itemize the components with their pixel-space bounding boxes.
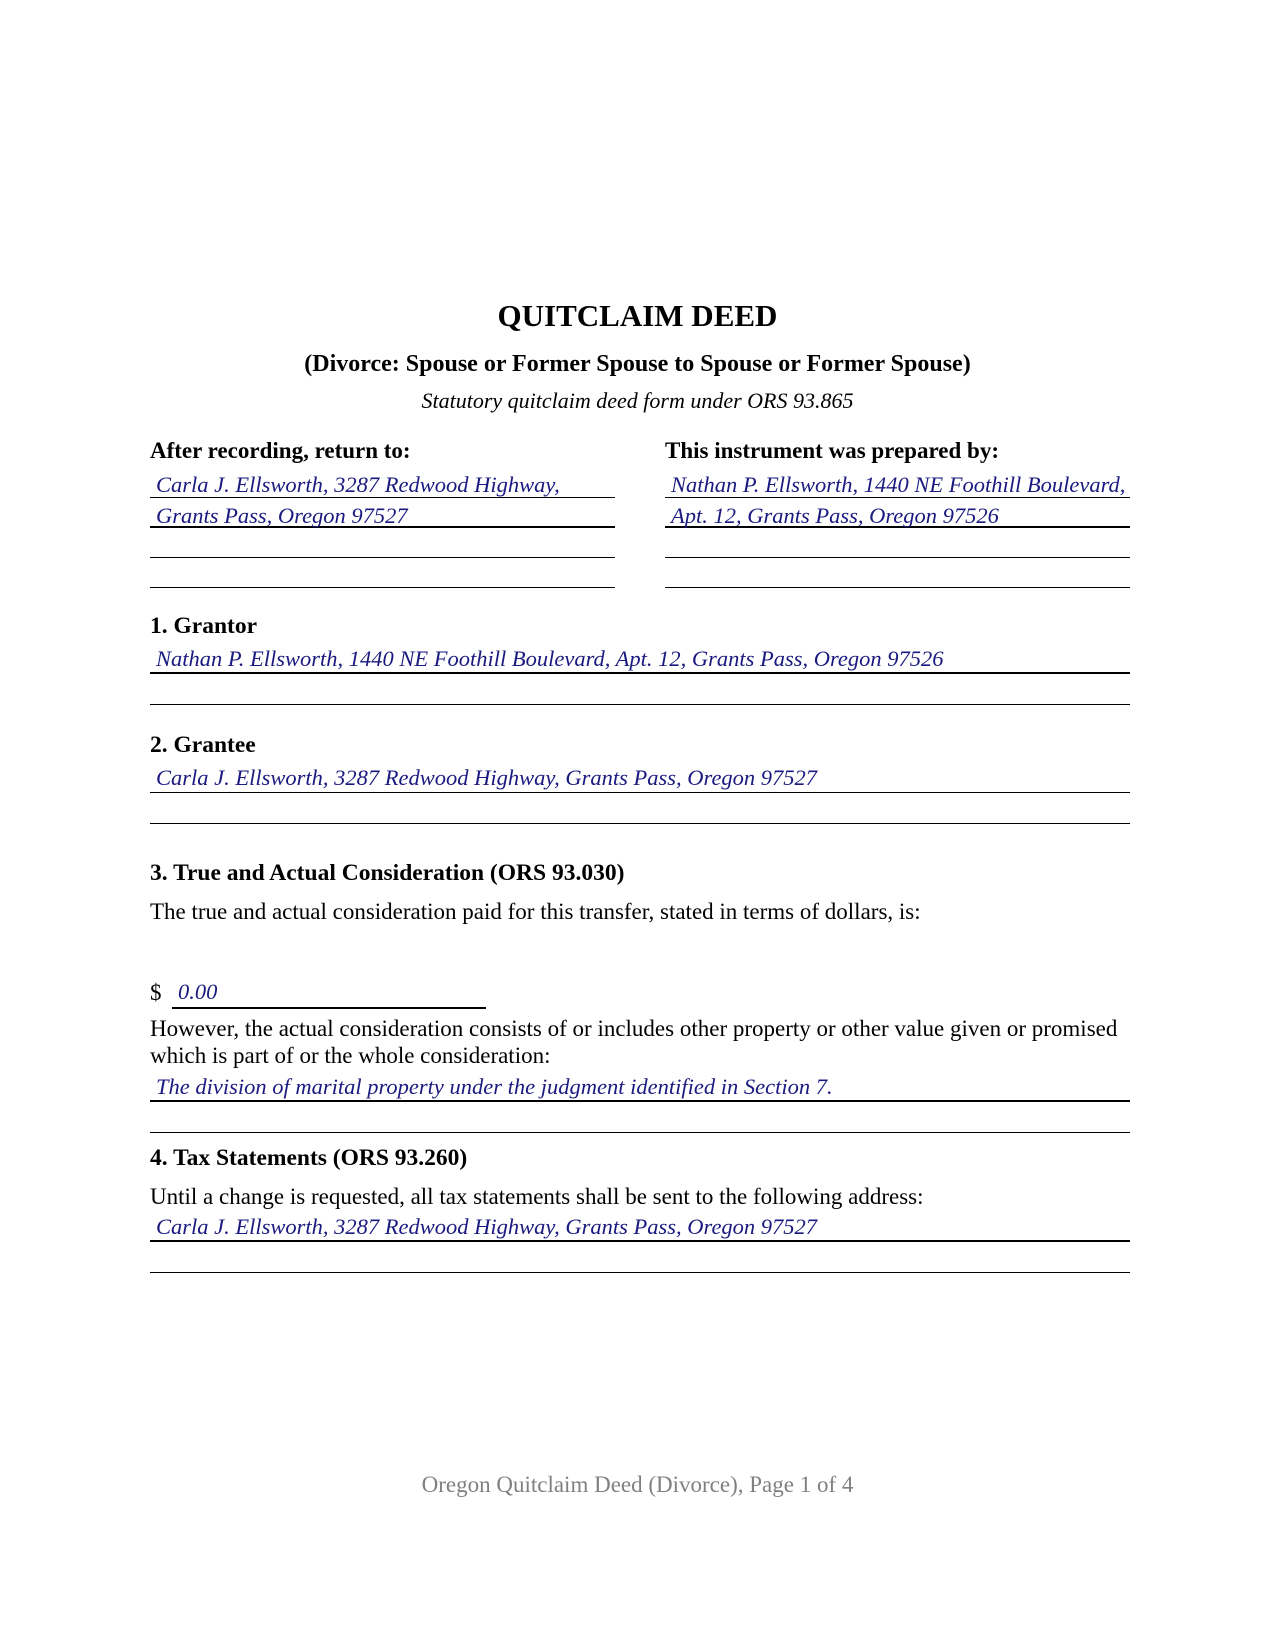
grantee-section [150, 730, 1130, 824]
prepared-by-label: This instrument was prepared by: [665, 438, 999, 463]
other-consideration-block [150, 1015, 1130, 1133]
fill-line [150, 558, 615, 588]
fill-line [665, 558, 1130, 588]
page-footer: Oregon Quitclaim Deed (Divorce), Page 1 of 4 [421, 1472, 854, 1497]
consideration-section [150, 858, 1130, 925]
grantee-field[interactable] [150, 763, 1130, 824]
fill-line [150, 528, 615, 558]
fill-line [665, 528, 1130, 558]
tax-statements-heading: 4. Tax Statements (ORS 93.260) [150, 1145, 468, 1171]
tax-statements-section [150, 1143, 1130, 1273]
prepared-by-block [665, 436, 1130, 588]
other-consideration-text: However, the actual consideration consists of or includes other property or other value given or promised which is part of or the whole consideration: [150, 1016, 1118, 1068]
grantor-heading: 1. Grantor [150, 613, 258, 639]
prepared-by-field[interactable] [665, 468, 1130, 588]
consideration-heading: 3. True and Actual Consideration (ORS 93.030) [150, 860, 625, 886]
fill-line [150, 793, 1130, 824]
prepared-by-value: Nathan P. Ellsworth, 1440 NE Foothill Boulevard, Apt. 12, Grants Pass, Oregon 97526 [671, 472, 1126, 528]
return-to-label: After recording, return to: [150, 438, 411, 463]
tax-statements-value: Carla J. Ellsworth, 3287 Redwood Highway, Grants Pass, Oregon 97527 [150, 1212, 1130, 1242]
statute-note: Statutory quitclaim deed form under ORS 93.865 [421, 388, 854, 413]
fill-line [150, 1102, 1130, 1133]
other-consideration-value: The division of marital property under the judgment identified in Section 7. [150, 1072, 1130, 1102]
grantee-value: Carla J. Ellsworth, 3287 Redwood Highway, Grants Pass, Oregon 97527 [150, 763, 1130, 793]
return-to-value: Carla J. Ellsworth, 3287 Redwood Highway, Grants Pass, Oregon 97527 [156, 472, 560, 528]
consideration-intro: The true and actual consideration paid for this transfer, stated in terms of dollars, is: [150, 899, 921, 924]
fill-line [150, 674, 1130, 705]
tax-statements-field[interactable] [150, 1212, 1130, 1273]
document-subtitle: (Divorce: Spouse or Former Spouse to Spouse or Former Spouse) [304, 351, 971, 377]
document-title: QUITCLAIM DEED [497, 298, 778, 333]
currency-symbol: $ [150, 980, 162, 1005]
grantor-field[interactable] [150, 644, 1130, 705]
tax-statements-intro: Until a change is requested, all tax statements shall be sent to the following address: [150, 1184, 924, 1209]
grantee-heading: 2. Grantee [150, 732, 256, 758]
return-to-field[interactable] [150, 468, 615, 588]
other-consideration-field[interactable] [150, 1072, 1130, 1133]
return-to-block [150, 436, 615, 588]
consideration-amount-field[interactable]: 0.00 [172, 977, 486, 1009]
grantor-section [150, 611, 1130, 705]
grantor-value: Nathan P. Ellsworth, 1440 NE Foothill Boulevard, Apt. 12, Grants Pass, Oregon 97526 [150, 644, 1130, 674]
fill-line [150, 1242, 1130, 1273]
